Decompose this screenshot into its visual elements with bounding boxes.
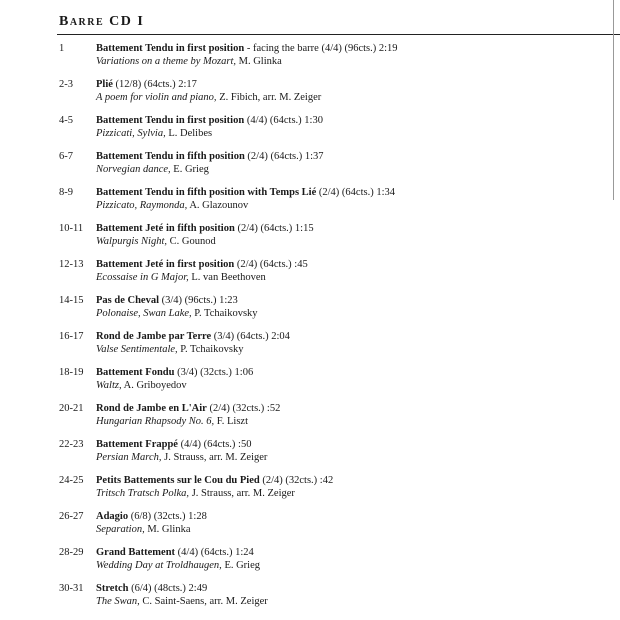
exercise-name: Adagio (96, 511, 129, 522)
track-number: 30-31 (59, 583, 84, 594)
track-music (96, 343, 244, 356)
track-exercise (96, 294, 238, 307)
track-entry (0, 78, 620, 108)
track-number: 2-3 (59, 79, 73, 90)
composer: L. Delibes (165, 128, 213, 139)
track-music (96, 415, 248, 428)
track-exercise (96, 330, 290, 343)
track-number: 10-11 (59, 223, 84, 234)
exercise-details: (2/4) (32cts.) :52 (206, 403, 281, 414)
track-exercise (96, 510, 207, 523)
track-exercise (96, 114, 323, 127)
exercise-details: (6/8) (32cts.) 1:28 (128, 511, 207, 522)
exercise-details: (3/4) (64cts.) 2:04 (211, 331, 290, 342)
track-entry (0, 222, 620, 252)
track-music (96, 163, 209, 176)
track-entry (0, 294, 620, 324)
composer: C. Saint-Saens, arr. M. Zeiger (139, 596, 268, 607)
track-number: 14-15 (59, 295, 84, 306)
piece-title: The Swan, (96, 596, 140, 607)
exercise-details: (3/4) (32cts.) 1:06 (174, 367, 254, 378)
track-entry (0, 402, 620, 432)
track-music (96, 271, 266, 284)
piece-title: Tritsch Tratsch Polka, (96, 488, 190, 499)
track-entry (0, 546, 620, 576)
track-music (96, 523, 191, 536)
track-entry (0, 366, 620, 396)
composer: E. Grieg (221, 560, 261, 571)
track-exercise (96, 258, 308, 271)
composer: J. Strauss, arr. M. Zeiger (161, 452, 268, 463)
exercise-name: Battement Frappé (96, 439, 178, 450)
exercise-details: (2/4) (64cts.) :45 (234, 259, 308, 270)
track-number: 24-25 (59, 475, 84, 486)
composer: M. Glinka (144, 524, 191, 535)
track-entry (0, 510, 620, 540)
exercise-name: Battement Fondu (96, 367, 175, 378)
track-exercise (96, 78, 197, 91)
track-music (96, 91, 321, 104)
track-entry (0, 330, 620, 360)
track-music (96, 379, 187, 392)
exercise-details: (4/4) (64cts.) 1:30 (244, 115, 323, 126)
track-number: 4-5 (59, 115, 73, 126)
piece-title: Norvegian dance, (96, 164, 171, 175)
piece-title: Waltz, (96, 380, 122, 391)
track-entry (0, 258, 620, 288)
composer: A. Glazounov (187, 200, 249, 211)
piece-title: Pizzicato, Raymonda, (96, 200, 188, 211)
track-entry (0, 582, 620, 612)
track-number: 22-23 (59, 439, 84, 450)
piece-title: Walpurgis Night, (96, 236, 167, 247)
track-number: 18-19 (59, 367, 84, 378)
track-exercise (96, 474, 333, 487)
track-music (96, 451, 267, 464)
exercise-name: Battement Tendu in fifth position with Temps Lié (96, 187, 317, 198)
exercise-name: Plié (96, 79, 113, 90)
exercise-name: Stretch (96, 583, 129, 594)
track-exercise (96, 402, 280, 415)
exercise-name: Petits Battements sur le Cou du Pied (96, 475, 260, 486)
exercise-details: (2/4) (32cts.) :42 (259, 475, 334, 486)
track-exercise (96, 186, 395, 199)
exercise-name: Battement Tendu in fifth position (96, 151, 245, 162)
exercise-details: (2/4) (64cts.) 1:15 (234, 223, 314, 234)
exercise-details: (2/4) (64cts.) 1:37 (244, 151, 324, 162)
piece-title: Wedding Day at Troldhaugen, (96, 560, 222, 571)
track-entry (0, 42, 620, 72)
piece-title: Hungarian Rhapsody No. 6, (96, 416, 215, 427)
exercise-details: (12/8) (64cts.) 2:17 (112, 79, 197, 90)
composer: M. Glinka (236, 56, 282, 67)
track-entry (0, 474, 620, 504)
track-number: 6-7 (59, 151, 73, 162)
composer: J. Strauss, arr. M. Zeiger (189, 488, 295, 499)
exercise-details: (2/4) (64cts.) 1:34 (316, 187, 396, 198)
track-music (96, 199, 248, 212)
exercise-name: Pas de Cheval (96, 295, 159, 306)
page-title: Barre CD I (59, 14, 145, 29)
track-entry (0, 150, 620, 180)
composer: A. Griboyedov (121, 380, 187, 391)
piece-title: Polonaise, Swan Lake, (96, 308, 192, 319)
track-number: 16-17 (59, 331, 84, 342)
exercise-details: (6/4) (48cts.) 2:49 (128, 583, 208, 594)
track-music (96, 487, 295, 500)
piece-title: Valse Sentimentale, (96, 344, 178, 355)
track-music (96, 55, 282, 68)
composer: Z. Fibich, arr. M. Zeiger (216, 92, 322, 103)
exercise-name: Rond de Jambe en L'Air (96, 403, 207, 414)
exercise-name: Battement Jeté in first position (96, 259, 235, 270)
composer: F. Liszt (214, 416, 248, 427)
composer: L. van Beethoven (188, 272, 266, 283)
composer: P. Tchaikovsky (191, 308, 258, 319)
exercise-details: (3/4) (96cts.) 1:23 (159, 295, 238, 306)
piece-title: Ecossaise in G Major, (96, 272, 189, 283)
track-entry (0, 438, 620, 468)
track-exercise (96, 150, 324, 163)
track-exercise (96, 546, 254, 559)
track-number: 12-13 (59, 259, 84, 270)
track-exercise (96, 222, 314, 235)
composer: C. Gounod (167, 236, 216, 247)
track-number: 8-9 (59, 187, 73, 198)
title-divider (57, 34, 620, 35)
track-number: 28-29 (59, 547, 84, 558)
piece-title: Pizzicati, Sylvia, (96, 128, 166, 139)
track-exercise (96, 582, 207, 595)
track-exercise (96, 366, 253, 379)
exercise-name: Grand Battement (96, 547, 176, 558)
exercise-name: Battement Tendu in first position (96, 115, 245, 126)
track-music (96, 307, 258, 320)
piece-title: Separation, (96, 524, 145, 535)
piece-title: A poem for violin and piano, (96, 92, 217, 103)
track-music (96, 235, 216, 248)
piece-title: Persian March, (96, 452, 162, 463)
track-music (96, 127, 212, 140)
track-number: 20-21 (59, 403, 84, 414)
track-exercise (96, 42, 398, 55)
composer: P. Tchaikovsky (177, 344, 244, 355)
exercise-name: Battement Jeté in fifth position (96, 223, 235, 234)
track-number: 1 (59, 43, 65, 54)
track-entry (0, 186, 620, 216)
exercise-details: (4/4) (64cts.) :50 (177, 439, 252, 450)
track-number: 26-27 (59, 511, 84, 522)
track-exercise (96, 438, 251, 451)
exercise-details: - facing the barre (4/4) (96cts.) 2:19 (244, 43, 398, 54)
track-music (96, 595, 268, 608)
composer: E. Grieg (170, 164, 209, 175)
exercise-details: (4/4) (64cts.) 1:24 (175, 547, 254, 558)
exercise-name: Rond de Jambe par Terre (96, 331, 212, 342)
piece-title: Variations on a theme by Mozart, (96, 56, 236, 67)
track-music (96, 559, 260, 572)
exercise-name: Battement Tendu in first position (96, 43, 245, 54)
track-entry (0, 114, 620, 144)
